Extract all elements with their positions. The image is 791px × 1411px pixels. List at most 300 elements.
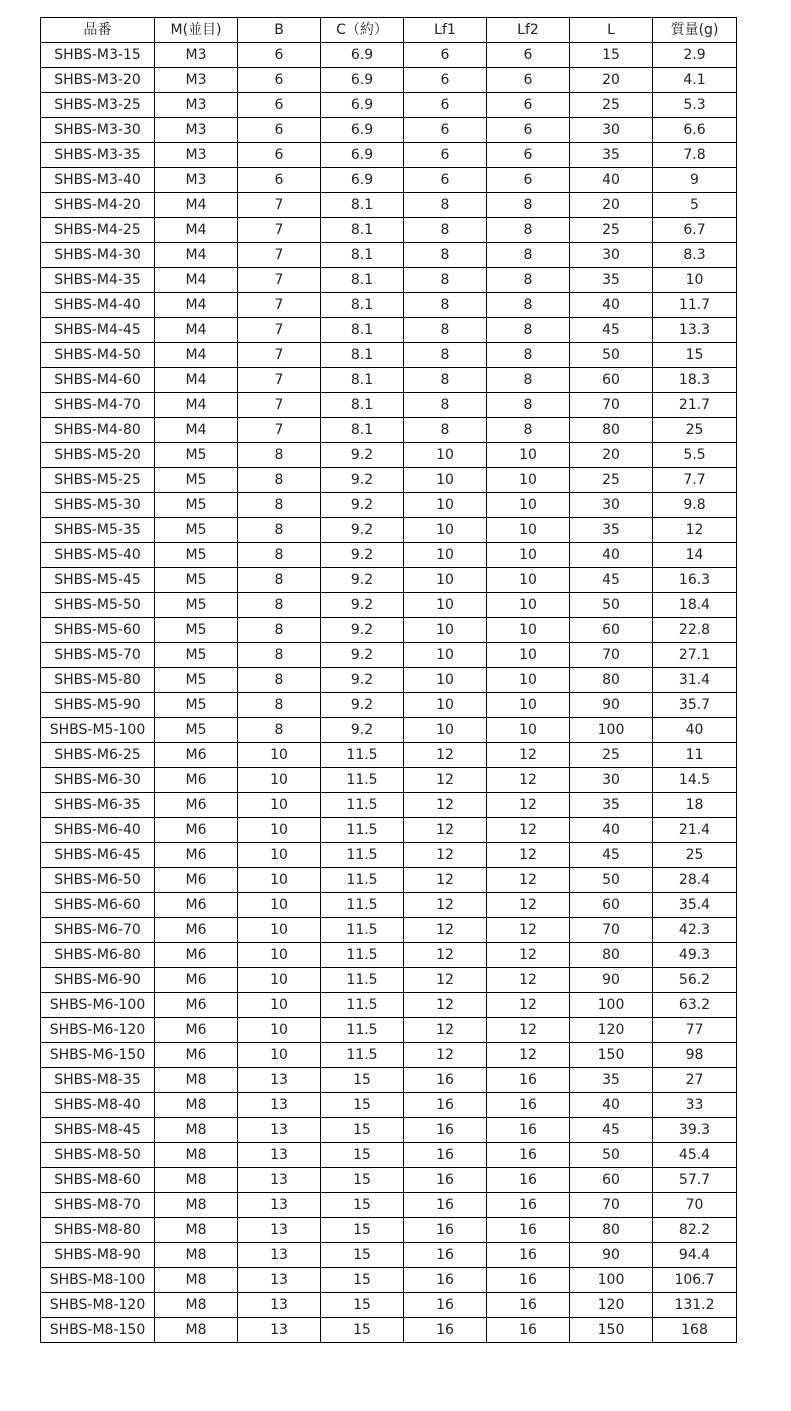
cell-lf1: 6 (404, 118, 487, 143)
cell-b: 10 (238, 843, 321, 868)
table-row (41, 1318, 737, 1343)
cell-l: 40 (570, 293, 653, 318)
cell-lf2: 16 (487, 1243, 570, 1268)
cell-lf2: 12 (487, 968, 570, 993)
cell-c: 11.5 (321, 918, 404, 943)
cell-part-number: SHBS-M5-35 (41, 518, 155, 543)
table-row (41, 918, 737, 943)
cell-mass: 98 (653, 1043, 737, 1068)
cell-mass: 57.7 (653, 1168, 737, 1193)
cell-lf2: 8 (487, 368, 570, 393)
table-row (41, 543, 737, 568)
cell-part-number: SHBS-M8-120 (41, 1293, 155, 1318)
cell-part-number: SHBS-M6-50 (41, 868, 155, 893)
cell-part-number: SHBS-M8-35 (41, 1068, 155, 1093)
cell-l: 50 (570, 1143, 653, 1168)
cell-lf1: 12 (404, 768, 487, 793)
table-row (41, 893, 737, 918)
cell-lf2: 6 (487, 68, 570, 93)
cell-lf2: 6 (487, 168, 570, 193)
cell-lf1: 10 (404, 718, 487, 743)
cell-thread-size: M6 (155, 843, 238, 868)
table-row (41, 1043, 737, 1068)
cell-b: 10 (238, 943, 321, 968)
cell-lf1: 10 (404, 668, 487, 693)
table-row (41, 868, 737, 893)
cell-lf1: 16 (404, 1093, 487, 1118)
cell-lf1: 16 (404, 1118, 487, 1143)
table-row (41, 643, 737, 668)
cell-lf1: 16 (404, 1243, 487, 1268)
cell-part-number: SHBS-M6-100 (41, 993, 155, 1018)
cell-part-number: SHBS-M5-45 (41, 568, 155, 593)
cell-thread-size: M4 (155, 393, 238, 418)
cell-part-number: SHBS-M5-100 (41, 718, 155, 743)
table-row (41, 593, 737, 618)
cell-lf1: 6 (404, 168, 487, 193)
cell-thread-size: M3 (155, 118, 238, 143)
cell-thread-size: M8 (155, 1218, 238, 1243)
cell-mass: 12 (653, 518, 737, 543)
cell-lf1: 16 (404, 1268, 487, 1293)
cell-b: 10 (238, 793, 321, 818)
cell-thread-size: M8 (155, 1243, 238, 1268)
cell-b: 8 (238, 643, 321, 668)
cell-l: 40 (570, 168, 653, 193)
header-l: L (570, 18, 653, 43)
cell-c: 9.2 (321, 543, 404, 568)
cell-mass: 28.4 (653, 868, 737, 893)
cell-lf1: 6 (404, 68, 487, 93)
cell-thread-size: M8 (155, 1293, 238, 1318)
cell-mass: 22.8 (653, 618, 737, 643)
cell-c: 6.9 (321, 93, 404, 118)
cell-l: 35 (570, 518, 653, 543)
table-row (41, 468, 737, 493)
cell-thread-size: M5 (155, 468, 238, 493)
cell-c: 11.5 (321, 1043, 404, 1068)
cell-mass: 21.7 (653, 393, 737, 418)
cell-thread-size: M4 (155, 293, 238, 318)
cell-part-number: SHBS-M4-70 (41, 393, 155, 418)
cell-l: 50 (570, 343, 653, 368)
cell-b: 13 (238, 1143, 321, 1168)
cell-thread-size: M6 (155, 768, 238, 793)
cell-mass: 33 (653, 1093, 737, 1118)
cell-c: 15 (321, 1293, 404, 1318)
cell-mass: 27.1 (653, 643, 737, 668)
cell-mass: 35.7 (653, 693, 737, 718)
table-row (41, 793, 737, 818)
cell-lf1: 10 (404, 518, 487, 543)
cell-lf2: 16 (487, 1093, 570, 1118)
table-row (41, 1118, 737, 1143)
header-part-number: 品番 (41, 18, 155, 43)
cell-c: 15 (321, 1218, 404, 1243)
cell-b: 7 (238, 243, 321, 268)
cell-part-number: SHBS-M5-50 (41, 593, 155, 618)
cell-part-number: SHBS-M3-25 (41, 93, 155, 118)
cell-part-number: SHBS-M8-100 (41, 1268, 155, 1293)
cell-lf2: 12 (487, 843, 570, 868)
cell-lf2: 16 (487, 1068, 570, 1093)
cell-lf1: 12 (404, 868, 487, 893)
cell-c: 9.2 (321, 593, 404, 618)
cell-c: 11.5 (321, 768, 404, 793)
cell-lf2: 12 (487, 868, 570, 893)
cell-lf2: 12 (487, 818, 570, 843)
cell-b: 10 (238, 768, 321, 793)
cell-thread-size: M8 (155, 1093, 238, 1118)
cell-lf1: 16 (404, 1193, 487, 1218)
cell-part-number: SHBS-M5-90 (41, 693, 155, 718)
cell-part-number: SHBS-M4-20 (41, 193, 155, 218)
cell-lf2: 10 (487, 643, 570, 668)
cell-thread-size: M3 (155, 68, 238, 93)
cell-thread-size: M6 (155, 868, 238, 893)
cell-mass: 9.8 (653, 493, 737, 518)
cell-b: 8 (238, 543, 321, 568)
cell-mass: 5.5 (653, 443, 737, 468)
cell-lf2: 12 (487, 1043, 570, 1068)
table-row (41, 93, 737, 118)
cell-part-number: SHBS-M3-15 (41, 43, 155, 68)
cell-mass: 70 (653, 1193, 737, 1218)
cell-mass: 10 (653, 268, 737, 293)
cell-b: 13 (238, 1193, 321, 1218)
cell-part-number: SHBS-M5-70 (41, 643, 155, 668)
cell-thread-size: M4 (155, 193, 238, 218)
cell-c: 9.2 (321, 643, 404, 668)
cell-l: 30 (570, 768, 653, 793)
cell-lf1: 12 (404, 893, 487, 918)
cell-lf1: 10 (404, 468, 487, 493)
cell-b: 13 (238, 1168, 321, 1193)
cell-l: 100 (570, 1268, 653, 1293)
cell-b: 13 (238, 1218, 321, 1243)
cell-b: 7 (238, 418, 321, 443)
cell-mass: 25 (653, 418, 737, 443)
cell-mass: 49.3 (653, 943, 737, 968)
cell-c: 9.2 (321, 718, 404, 743)
table-row (41, 968, 737, 993)
cell-lf1: 12 (404, 743, 487, 768)
cell-b: 7 (238, 343, 321, 368)
cell-lf1: 12 (404, 1043, 487, 1068)
cell-mass: 13.3 (653, 318, 737, 343)
cell-thread-size: M5 (155, 593, 238, 618)
cell-l: 40 (570, 818, 653, 843)
cell-lf1: 6 (404, 143, 487, 168)
cell-c: 11.5 (321, 743, 404, 768)
cell-l: 20 (570, 68, 653, 93)
cell-lf2: 16 (487, 1143, 570, 1168)
cell-c: 9.2 (321, 668, 404, 693)
cell-part-number: SHBS-M5-20 (41, 443, 155, 468)
cell-part-number: SHBS-M4-35 (41, 268, 155, 293)
cell-thread-size: M8 (155, 1168, 238, 1193)
cell-thread-size: M8 (155, 1118, 238, 1143)
cell-lf2: 12 (487, 768, 570, 793)
cell-b: 13 (238, 1118, 321, 1143)
cell-lf1: 12 (404, 918, 487, 943)
header-lf1: Lf1 (404, 18, 487, 43)
table-row (41, 168, 737, 193)
cell-mass: 7.8 (653, 143, 737, 168)
table-row (41, 743, 737, 768)
table-row (41, 1218, 737, 1243)
cell-mass: 39.3 (653, 1118, 737, 1143)
cell-l: 70 (570, 393, 653, 418)
cell-thread-size: M5 (155, 568, 238, 593)
cell-thread-size: M6 (155, 893, 238, 918)
cell-part-number: SHBS-M4-30 (41, 243, 155, 268)
cell-lf2: 6 (487, 143, 570, 168)
cell-l: 90 (570, 693, 653, 718)
cell-c: 9.2 (321, 618, 404, 643)
cell-lf2: 10 (487, 593, 570, 618)
cell-thread-size: M5 (155, 443, 238, 468)
cell-mass: 168 (653, 1318, 737, 1343)
cell-c: 8.1 (321, 393, 404, 418)
cell-lf2: 12 (487, 1018, 570, 1043)
table-row (41, 568, 737, 593)
cell-part-number: SHBS-M8-45 (41, 1118, 155, 1143)
cell-l: 120 (570, 1293, 653, 1318)
cell-b: 10 (238, 818, 321, 843)
cell-b: 6 (238, 68, 321, 93)
cell-thread-size: M3 (155, 168, 238, 193)
cell-lf2: 8 (487, 193, 570, 218)
cell-l: 30 (570, 243, 653, 268)
cell-lf2: 12 (487, 993, 570, 1018)
cell-lf2: 10 (487, 693, 570, 718)
cell-c: 9.2 (321, 518, 404, 543)
cell-b: 6 (238, 143, 321, 168)
table-row (41, 1293, 737, 1318)
table-row (41, 393, 737, 418)
cell-part-number: SHBS-M4-25 (41, 218, 155, 243)
cell-part-number: SHBS-M3-40 (41, 168, 155, 193)
cell-lf1: 10 (404, 693, 487, 718)
cell-b: 7 (238, 368, 321, 393)
cell-part-number: SHBS-M4-40 (41, 293, 155, 318)
cell-l: 40 (570, 1093, 653, 1118)
cell-c: 6.9 (321, 43, 404, 68)
cell-part-number: SHBS-M3-35 (41, 143, 155, 168)
cell-l: 100 (570, 718, 653, 743)
cell-b: 6 (238, 118, 321, 143)
cell-thread-size: M6 (155, 993, 238, 1018)
cell-lf2: 12 (487, 893, 570, 918)
cell-b: 13 (238, 1243, 321, 1268)
cell-l: 50 (570, 593, 653, 618)
cell-mass: 106.7 (653, 1268, 737, 1293)
cell-thread-size: M8 (155, 1268, 238, 1293)
cell-part-number: SHBS-M5-60 (41, 618, 155, 643)
cell-part-number: SHBS-M3-30 (41, 118, 155, 143)
cell-lf2: 8 (487, 218, 570, 243)
cell-b: 13 (238, 1068, 321, 1093)
cell-lf1: 8 (404, 193, 487, 218)
table-row (41, 618, 737, 643)
cell-thread-size: M6 (155, 793, 238, 818)
cell-b: 7 (238, 293, 321, 318)
cell-part-number: SHBS-M8-60 (41, 1168, 155, 1193)
cell-l: 80 (570, 418, 653, 443)
cell-b: 10 (238, 993, 321, 1018)
cell-lf1: 16 (404, 1143, 487, 1168)
cell-thread-size: M6 (155, 1018, 238, 1043)
cell-l: 20 (570, 193, 653, 218)
cell-lf2: 16 (487, 1293, 570, 1318)
table-row (41, 43, 737, 68)
cell-l: 35 (570, 143, 653, 168)
cell-thread-size: M4 (155, 218, 238, 243)
table-row (41, 1268, 737, 1293)
cell-lf2: 10 (487, 493, 570, 518)
cell-mass: 11 (653, 743, 737, 768)
cell-lf2: 16 (487, 1218, 570, 1243)
cell-thread-size: M8 (155, 1193, 238, 1218)
table-row (41, 1243, 737, 1268)
cell-c: 15 (321, 1243, 404, 1268)
cell-l: 15 (570, 43, 653, 68)
cell-c: 8.1 (321, 293, 404, 318)
cell-mass: 6.7 (653, 218, 737, 243)
table-row (41, 418, 737, 443)
cell-l: 150 (570, 1318, 653, 1343)
table-row (41, 118, 737, 143)
cell-b: 8 (238, 468, 321, 493)
cell-lf2: 16 (487, 1318, 570, 1343)
cell-lf2: 16 (487, 1118, 570, 1143)
cell-lf1: 10 (404, 618, 487, 643)
cell-lf2: 12 (487, 793, 570, 818)
cell-lf2: 6 (487, 43, 570, 68)
cell-c: 15 (321, 1193, 404, 1218)
cell-b: 10 (238, 868, 321, 893)
header-lf2: Lf2 (487, 18, 570, 43)
cell-c: 15 (321, 1093, 404, 1118)
cell-part-number: SHBS-M8-40 (41, 1093, 155, 1118)
cell-c: 11.5 (321, 818, 404, 843)
cell-part-number: SHBS-M8-150 (41, 1318, 155, 1343)
cell-lf1: 8 (404, 243, 487, 268)
cell-c: 9.2 (321, 468, 404, 493)
cell-thread-size: M5 (155, 668, 238, 693)
cell-mass: 27 (653, 1068, 737, 1093)
cell-c: 9.2 (321, 443, 404, 468)
cell-c: 15 (321, 1068, 404, 1093)
cell-part-number: SHBS-M8-70 (41, 1193, 155, 1218)
cell-mass: 18.4 (653, 593, 737, 618)
cell-lf1: 8 (404, 418, 487, 443)
cell-mass: 6.6 (653, 118, 737, 143)
cell-thread-size: M3 (155, 93, 238, 118)
cell-lf1: 8 (404, 293, 487, 318)
cell-l: 80 (570, 668, 653, 693)
cell-b: 7 (238, 193, 321, 218)
table-row (41, 1093, 737, 1118)
table-body (41, 43, 737, 1343)
cell-part-number: SHBS-M6-45 (41, 843, 155, 868)
cell-l: 25 (570, 218, 653, 243)
cell-l: 80 (570, 943, 653, 968)
cell-b: 6 (238, 168, 321, 193)
cell-l: 70 (570, 918, 653, 943)
cell-b: 10 (238, 743, 321, 768)
cell-lf1: 12 (404, 843, 487, 868)
cell-thread-size: M8 (155, 1318, 238, 1343)
cell-lf1: 10 (404, 543, 487, 568)
cell-c: 8.1 (321, 343, 404, 368)
table-row (41, 1018, 737, 1043)
cell-c: 15 (321, 1168, 404, 1193)
cell-mass: 40 (653, 718, 737, 743)
cell-lf1: 6 (404, 43, 487, 68)
cell-l: 60 (570, 368, 653, 393)
cell-thread-size: M4 (155, 268, 238, 293)
cell-lf2: 12 (487, 943, 570, 968)
table-row (41, 368, 737, 393)
cell-mass: 4.1 (653, 68, 737, 93)
cell-b: 13 (238, 1093, 321, 1118)
cell-part-number: SHBS-M6-30 (41, 768, 155, 793)
cell-b: 8 (238, 518, 321, 543)
cell-mass: 16.3 (653, 568, 737, 593)
cell-thread-size: M6 (155, 1043, 238, 1068)
cell-lf2: 12 (487, 743, 570, 768)
cell-thread-size: M6 (155, 968, 238, 993)
cell-lf1: 16 (404, 1218, 487, 1243)
cell-lf2: 8 (487, 268, 570, 293)
cell-mass: 8.3 (653, 243, 737, 268)
cell-mass: 131.2 (653, 1293, 737, 1318)
cell-lf2: 10 (487, 668, 570, 693)
cell-mass: 9 (653, 168, 737, 193)
cell-part-number: SHBS-M6-120 (41, 1018, 155, 1043)
cell-thread-size: M4 (155, 418, 238, 443)
cell-part-number: SHBS-M4-50 (41, 343, 155, 368)
cell-c: 8.1 (321, 318, 404, 343)
cell-thread-size: M6 (155, 943, 238, 968)
cell-lf2: 8 (487, 318, 570, 343)
cell-mass: 82.2 (653, 1218, 737, 1243)
cell-mass: 14 (653, 543, 737, 568)
cell-lf2: 16 (487, 1193, 570, 1218)
cell-c: 8.1 (321, 218, 404, 243)
cell-l: 90 (570, 968, 653, 993)
cell-lf1: 16 (404, 1068, 487, 1093)
table-row (41, 293, 737, 318)
table-row (41, 143, 737, 168)
table-row (41, 443, 737, 468)
table-row (41, 768, 737, 793)
cell-part-number: SHBS-M6-40 (41, 818, 155, 843)
cell-lf1: 10 (404, 443, 487, 468)
cell-c: 11.5 (321, 1018, 404, 1043)
cell-lf1: 12 (404, 943, 487, 968)
cell-c: 11.5 (321, 843, 404, 868)
cell-c: 6.9 (321, 143, 404, 168)
spec-table (40, 17, 737, 1343)
cell-mass: 18 (653, 793, 737, 818)
cell-lf1: 6 (404, 93, 487, 118)
cell-c: 6.9 (321, 118, 404, 143)
cell-mass: 25 (653, 843, 737, 868)
header-c: C（約） (321, 18, 404, 43)
